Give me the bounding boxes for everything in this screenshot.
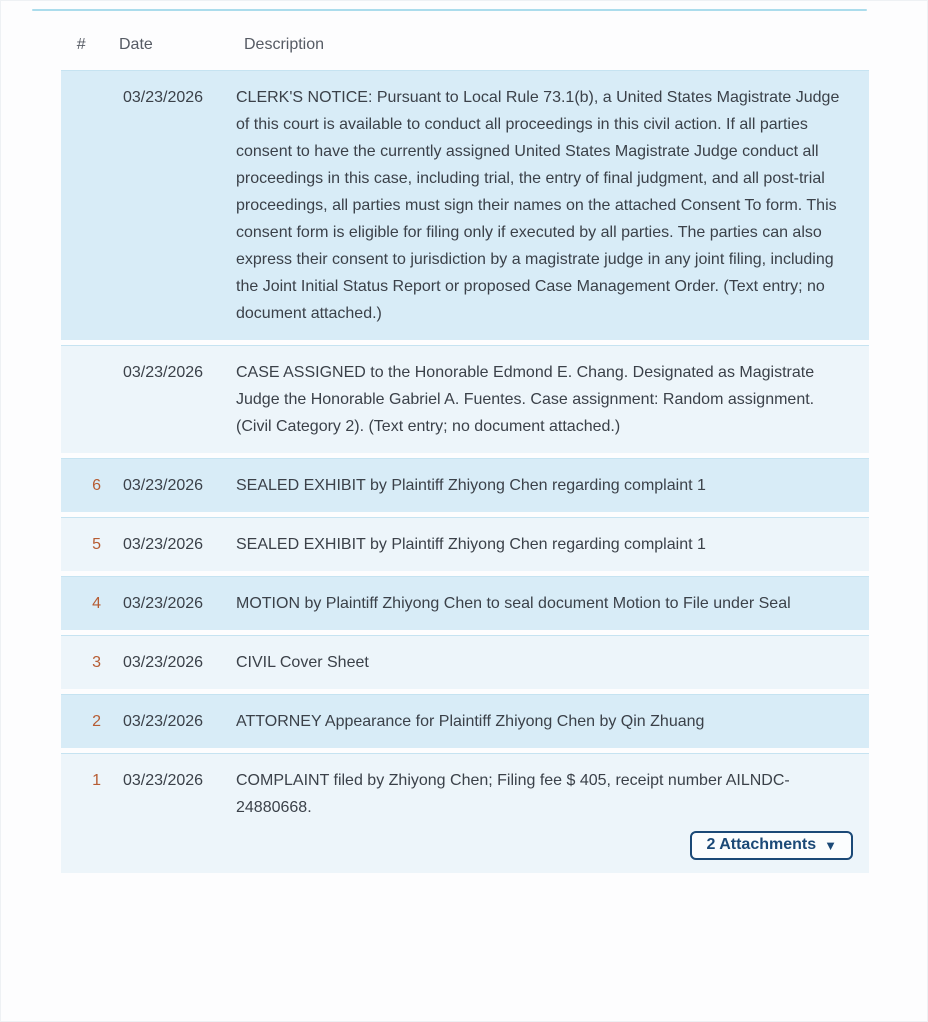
attachments-button-wrap [236, 831, 853, 860]
attachments-button-label: 2 Attachments [706, 836, 817, 853]
entry-description-text: CLERK'S NOTICE: Pursuant to Local Rule 73.1(b), a United States Magistrate Judge of this court is available to conduct all proceedings in this civil action. If all parties consent to have the currently assigned United States Magistrate Judge conduct all proceedings in this case, including trial, the entry of final judgment, and all post-trial proceedings, all parties must sign their names on the attached Consent To form. This consent form is eligible for filing only if executed by all parties. The parties can also express their consent to jurisdiction by a magistrate judge in any joint filing, including the Joint Initial Status Report or proposed Case Management Order. (Text entry; no document attached.) [236, 89, 840, 322]
entry-description [236, 84, 869, 327]
table-row [61, 753, 869, 873]
entry-number-link[interactable]: 3 [92, 654, 101, 671]
entry-date: 03/23/2026 [123, 477, 204, 494]
docket-table-body [61, 70, 869, 873]
entry-description [236, 649, 869, 676]
entry-description-text: COMPLAINT filed by Zhiyong Chen; Filing fee $ 405, receipt number AILNDC-24880668. [236, 772, 790, 816]
entry-description-text: ATTORNEY Appearance for Plaintiff Zhiyong Chen by Qin Zhuang [236, 713, 705, 730]
table-row [61, 576, 869, 630]
entry-description [236, 359, 869, 440]
entry-description [236, 590, 869, 617]
entry-description-text: SEALED EXHIBIT by Plaintiff Zhiyong Chen regarding complaint 1 [236, 536, 706, 553]
entry-number-link[interactable]: 4 [92, 595, 101, 612]
table-row [61, 694, 869, 748]
column-header-description: Description [244, 36, 325, 53]
entry-description-text: CASE ASSIGNED to the Honorable Edmond E. Chang. Designated as Magistrate Judge the Honorable Gabriel A. Fuentes. Case assignment: Random assignment. (Civil Category 2). (Text entry; no document attached.) [236, 364, 815, 435]
table-row [61, 70, 869, 340]
entry-date: 03/23/2026 [123, 713, 204, 730]
table-row [61, 635, 869, 689]
entry-number-link[interactable]: 2 [92, 713, 101, 730]
entry-description-text: MOTION by Plaintiff Zhiyong Chen to seal document Motion to File under Seal [236, 595, 791, 612]
entry-date: 03/23/2026 [123, 364, 204, 381]
entry-number-link [61, 359, 101, 440]
entry-description [236, 767, 869, 860]
entry-number-link[interactable]: 1 [92, 772, 101, 789]
entry-date: 03/23/2026 [123, 89, 204, 106]
entry-description-text: SEALED EXHIBIT by Plaintiff Zhiyong Chen regarding complaint 1 [236, 477, 706, 494]
docket-table [61, 31, 869, 873]
entry-number-link[interactable]: 6 [92, 477, 101, 494]
top-divider [32, 9, 867, 11]
entry-number-link[interactable]: 5 [92, 536, 101, 553]
entry-date: 03/23/2026 [123, 654, 204, 671]
docket-table-header [61, 31, 869, 70]
entry-description-text: CIVIL Cover Sheet [236, 654, 369, 671]
chevron-down-icon: ▼ [824, 837, 837, 853]
entry-description [236, 708, 869, 735]
entry-description [236, 531, 869, 558]
entry-date: 03/23/2026 [123, 772, 204, 789]
column-header-date: Date [119, 36, 153, 53]
column-header-number: # [76, 36, 86, 53]
table-row [61, 458, 869, 512]
entry-number-link [61, 84, 101, 327]
entry-date: 03/23/2026 [123, 595, 204, 612]
table-row [61, 517, 869, 571]
table-row [61, 345, 869, 453]
attachments-button[interactable] [690, 831, 853, 860]
entry-description [236, 472, 869, 499]
entry-date: 03/23/2026 [123, 536, 204, 553]
